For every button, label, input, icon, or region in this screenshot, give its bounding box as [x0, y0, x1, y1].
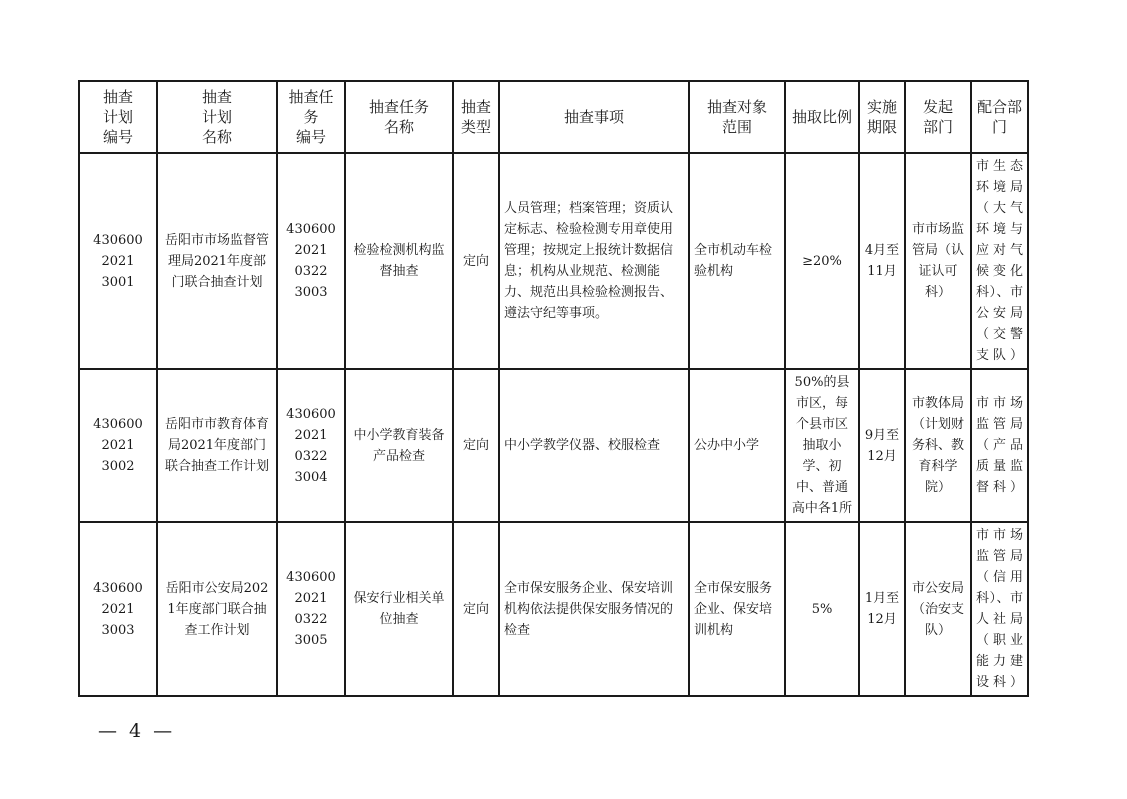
cell-task-no: 430600 2021 0322 3003 [277, 153, 345, 369]
cell-initiator: 市市场监管局（认证认可科） [905, 153, 971, 369]
header-task-name: 抽查任务 名称 [345, 81, 453, 153]
cell-check-items: 全市保安服务企业、保安培训机构依法提供保安服务情况的检查 [499, 522, 689, 696]
cell-check-scope: 全市保安服务企业、保安培训机构 [689, 522, 785, 696]
header-task-no: 抽查任务 编号 [277, 81, 345, 153]
cell-check-type: 定向 [453, 369, 499, 522]
cell-period: 4月至11月 [859, 153, 905, 369]
table-row [79, 153, 1028, 369]
cell-task-name: 中小学教育装备产品检查 [345, 369, 453, 522]
table-row [79, 369, 1028, 522]
cell-initiator: 市教体局（计划财务科、教育科学院） [905, 369, 971, 522]
header-check-type: 抽查 类型 [453, 81, 499, 153]
header-check-scope: 抽查对象 范围 [689, 81, 785, 153]
cell-task-name: 保安行业相关单位抽查 [345, 522, 453, 696]
header-plan-no: 抽查 计划 编号 [79, 81, 157, 153]
cell-plan-name: 岳阳市市场监督管理局2021年度部门联合抽查计划 [157, 153, 277, 369]
cell-plan-no: 430600 2021 3002 [79, 369, 157, 522]
spot-check-plan-table [78, 80, 1029, 697]
header-period: 实施 期限 [859, 81, 905, 153]
header-plan-name: 抽查 计划 名称 [157, 81, 277, 153]
cell-task-no: 430600 2021 0322 3005 [277, 522, 345, 696]
header-sampling-ratio: 抽取比例 [785, 81, 859, 153]
cell-check-scope: 全市机动车检验机构 [689, 153, 785, 369]
cell-sampling-ratio: ≥20% [785, 153, 859, 369]
cell-task-no: 430600 2021 0322 3004 [277, 369, 345, 522]
cell-check-type: 定向 [453, 522, 499, 696]
header-check-items: 抽查事项 [499, 81, 689, 153]
header-cooperators: 配合部门 [971, 81, 1028, 153]
cell-check-type: 定向 [453, 153, 499, 369]
cell-cooperators: 市市场监管局（信用科）、市人社局（职业能力建设科） [971, 522, 1028, 696]
page-number: — 4 — [98, 720, 176, 742]
cell-cooperators: 市市场监管局（产品质量监督科） [971, 369, 1028, 522]
cell-task-name: 检验检测机构监督抽查 [345, 153, 453, 369]
cell-plan-name: 岳阳市公安局2021年度部门联合抽查工作计划 [157, 522, 277, 696]
cell-check-items: 人员管理；档案管理；资质认定标志、检验检测专用章使用管理；按规定上报统计数据信息；机构从业规范、检测能力、规范出具检验检测报告、遵法守纪等事项。 [499, 153, 689, 369]
cell-sampling-ratio: 5% [785, 522, 859, 696]
cell-period: 9月至12月 [859, 369, 905, 522]
cell-period: 1月至12月 [859, 522, 905, 696]
table-row [79, 522, 1028, 696]
cell-check-items: 中小学教学仪器、校服检查 [499, 369, 689, 522]
cell-plan-no: 430600 2021 3003 [79, 522, 157, 696]
cell-sampling-ratio: 50%的县市区，每个县市区抽取小学、初中、普通高中各1所 [785, 369, 859, 522]
cell-plan-no: 430600 2021 3001 [79, 153, 157, 369]
cell-plan-name: 岳阳市市教育体育局2021年度部门联合抽查工作计划 [157, 369, 277, 522]
table-header-row [79, 81, 1028, 153]
header-initiator: 发起 部门 [905, 81, 971, 153]
cell-cooperators: 市生态环境局（大气环境与应对气候变化科）、市公安局（交警支队） [971, 153, 1028, 369]
cell-check-scope: 公办中小学 [689, 369, 785, 522]
cell-initiator: 市公安局（治安支队） [905, 522, 971, 696]
